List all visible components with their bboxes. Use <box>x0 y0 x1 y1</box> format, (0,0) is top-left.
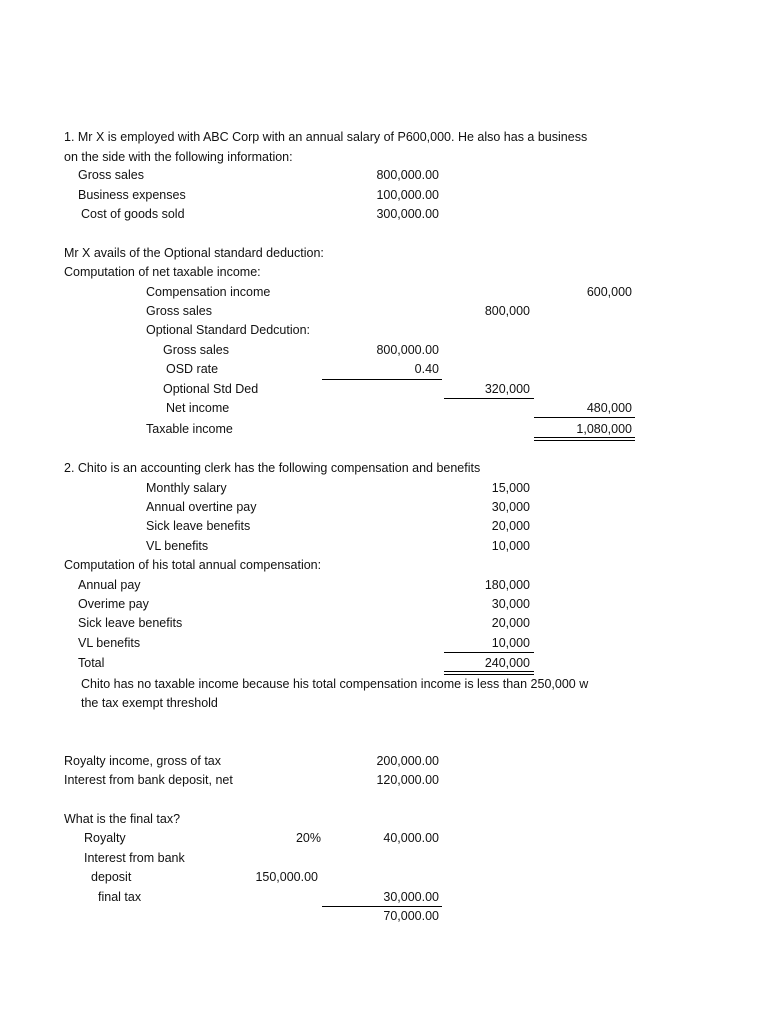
net-income-underline <box>534 417 635 418</box>
osd-line: Mr X avails of the Optional standard deduction: <box>64 246 324 260</box>
osd-rate-value: 0.40 <box>414 362 439 376</box>
annual-pay-label: Annual pay <box>78 578 141 592</box>
overtime-pay-value: 30,000 <box>491 597 530 611</box>
problem2-intro: 2. Chito is an accounting clerk has the following compensation and benefits <box>64 461 481 475</box>
interest-row-label1: Interest from bank <box>84 851 185 865</box>
vl-benefits-comp-value: 10,000 <box>491 636 530 650</box>
osd-rate-underline <box>322 379 442 380</box>
total-final-tax: 70,000.00 <box>383 909 439 923</box>
problem2-note-line2: the tax exempt threshold <box>81 696 218 710</box>
problem2-computation-heading: Computation of his total annual compensation: <box>64 558 322 572</box>
cost-of-goods-sold-value: 300,000.00 <box>376 207 439 221</box>
final-tax-label: final tax <box>98 890 142 904</box>
royalty-row-label: Royalty <box>84 831 126 845</box>
compensation-income-label: Compensation income <box>146 285 271 299</box>
vl-benefits-label: VL benefits <box>146 539 209 553</box>
osd-ded-value: 320,000 <box>484 382 530 396</box>
compensation-income-value: 600,000 <box>586 285 632 299</box>
interest-income-label: Interest from bank deposit, net <box>64 773 233 787</box>
business-expenses-value: 100,000.00 <box>376 188 439 202</box>
business-expenses-label: Business expenses <box>78 188 186 202</box>
problem1-intro-line2: on the side with the following information: <box>64 150 293 164</box>
gross-sales-value: 800,000.00 <box>376 168 439 182</box>
osd-heading: Optional Standard Dedcution: <box>146 323 310 337</box>
royalty-tax: 40,000.00 <box>383 831 439 845</box>
sick-leave-comp-value: 20,000 <box>491 616 530 630</box>
osd-gross-sales-value: 800,000.00 <box>376 343 439 357</box>
monthly-salary-label: Monthly salary <box>146 481 227 495</box>
sick-leave-comp-label: Sick leave benefits <box>78 616 183 630</box>
taxable-income-value: 1,080,000 <box>576 422 632 436</box>
final-tax-question: What is the final tax? <box>64 812 181 826</box>
vl-benefits-value: 10,000 <box>491 539 530 553</box>
problem2-note-line1: Chito has no taxable income because his total compensation income is less than 250,000 w <box>81 677 589 691</box>
interest-row-label2: deposit <box>91 870 132 884</box>
sick-leave-value: 20,000 <box>491 519 530 533</box>
gross-sales-row-value: 800,000 <box>484 304 530 318</box>
royalty-income-label: Royalty income, gross of tax <box>64 754 222 768</box>
net-income-label: Net income <box>166 401 230 415</box>
computation-heading: Computation of net taxable income: <box>64 265 261 279</box>
vl-benefits-underline <box>444 652 534 653</box>
overtime-pay-label: Overime pay <box>78 597 149 611</box>
vl-benefits-comp-label: VL benefits <box>78 636 141 650</box>
osd-ded-label: Optional Std Ded <box>163 382 259 396</box>
annual-overtime-label: Annual overtine pay <box>146 500 257 514</box>
net-income-value: 480,000 <box>586 401 632 415</box>
interest-gross: 150,000.00 <box>255 870 318 884</box>
osd-gross-sales-label: Gross sales <box>163 343 229 357</box>
interest-tax: 30,000.00 <box>383 890 439 904</box>
total-value: 240,000 <box>484 656 530 670</box>
interest-income-value: 120,000.00 <box>376 773 439 787</box>
gross-sales-row-label: Gross sales <box>146 304 212 318</box>
annual-overtime-value: 30,000 <box>491 500 530 514</box>
interest-tax-underline <box>322 906 442 907</box>
royalty-rate: 20% <box>295 831 321 845</box>
annual-pay-value: 180,000 <box>484 578 530 592</box>
cost-of-goods-sold-label: Cost of goods sold <box>81 207 185 221</box>
gross-sales-label: Gross sales <box>78 168 144 182</box>
sick-leave-label: Sick leave benefits <box>146 519 251 533</box>
royalty-income-value: 200,000.00 <box>376 754 439 768</box>
total-double-underline <box>444 671 534 675</box>
osd-ded-underline <box>444 398 534 399</box>
taxable-income-label: Taxable income <box>146 422 233 436</box>
problem1-intro-line1: 1. Mr X is employed with ABC Corp with an annual salary of P600,000. He also has a business <box>64 130 588 144</box>
taxable-income-double-underline <box>534 437 635 441</box>
monthly-salary-value: 15,000 <box>491 481 530 495</box>
osd-rate-label: OSD rate <box>166 362 219 376</box>
total-label: Total <box>78 656 105 670</box>
